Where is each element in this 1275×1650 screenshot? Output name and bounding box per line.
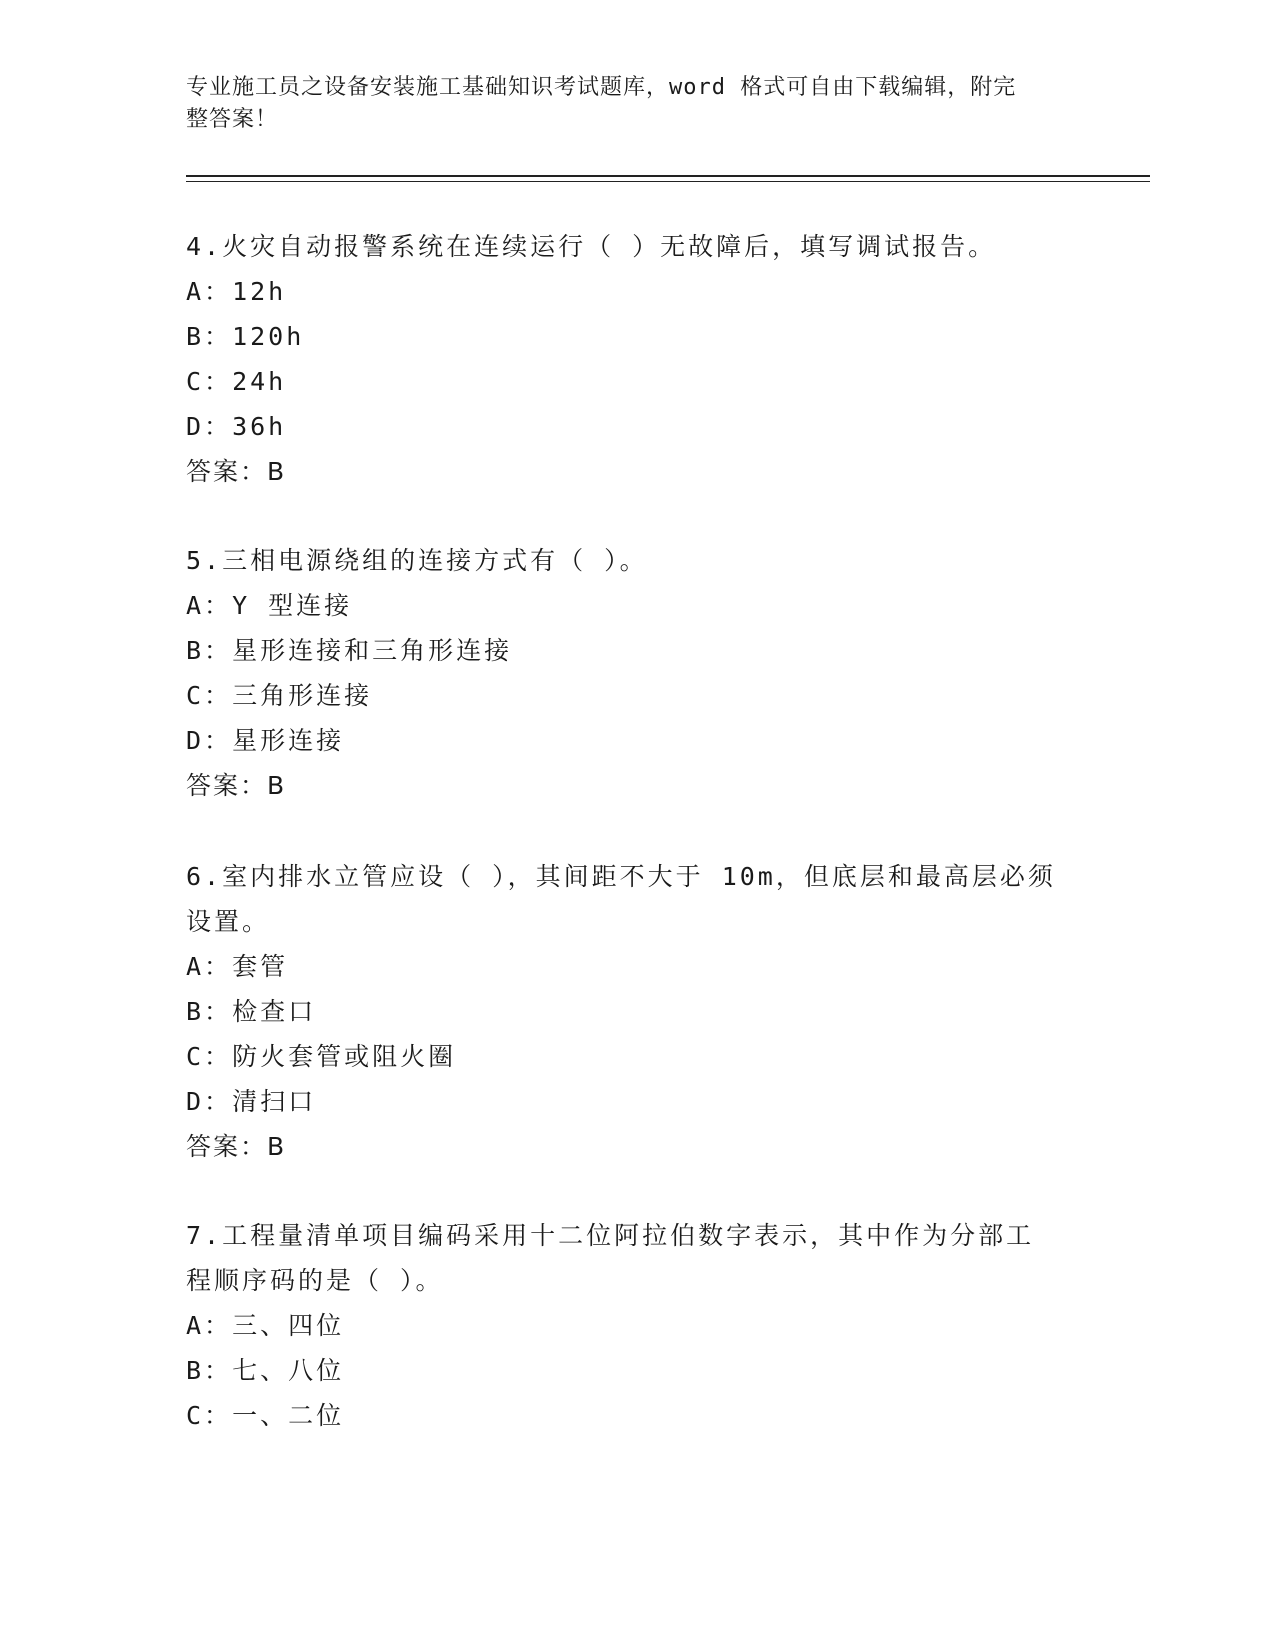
question-stem-line-1: 7.工程量清单项目编码采用十二位阿拉伯数字表示，其中作为分部工	[186, 1221, 1035, 1250]
header-line-1: 专业施工员之设备安装施工基础知识考试题库，word 格式可自由下载编辑，附完	[186, 75, 1017, 100]
question-stem-line-1: 6.室内排水立管应设（ ），其间距不大于 10m，但底层和最高层必须	[186, 862, 1056, 891]
option-c	[186, 359, 1066, 404]
option-d	[186, 1079, 1066, 1124]
option-key: B：	[186, 997, 233, 1026]
option-key: A：	[186, 952, 233, 981]
option-key: C：	[186, 367, 233, 396]
option-key: D：	[186, 726, 233, 755]
option-text: 套管	[232, 952, 289, 981]
option-d	[186, 404, 1066, 449]
option-text: 36h	[232, 412, 287, 441]
option-key: D：	[186, 412, 233, 441]
question-block	[186, 224, 1066, 494]
option-text: 清扫口	[232, 1087, 317, 1116]
option-text: 七、八位	[232, 1356, 345, 1385]
answer-line: 答案：B	[186, 457, 287, 486]
question-stem: 5.三相电源绕组的连接方式有（ ）。	[186, 546, 648, 575]
option-text: 三角形连接	[232, 681, 373, 710]
option-text: 防火套管或阻火圈	[232, 1042, 457, 1071]
option-text: Y 型连接	[232, 591, 353, 620]
question-stem-line-2: 设置。	[186, 907, 271, 936]
option-text: 三、四位	[232, 1311, 345, 1340]
option-key: B：	[186, 1356, 233, 1385]
question-block	[186, 1213, 1066, 1438]
option-text: 24h	[232, 367, 287, 396]
question-stem-line-2: 程顺序码的是（ ）。	[186, 1266, 444, 1295]
option-key: B：	[186, 322, 233, 351]
option-a	[186, 1303, 1066, 1348]
option-key: C：	[186, 1042, 233, 1071]
option-text: 星形连接	[232, 726, 345, 755]
header-line-2: 整答案！	[186, 107, 279, 132]
option-key: B：	[186, 636, 233, 665]
option-text: 检查口	[232, 997, 317, 1026]
option-key: A：	[186, 591, 233, 620]
option-c	[186, 1034, 1066, 1079]
option-a	[186, 269, 1066, 314]
answer-line: 答案：B	[186, 1132, 287, 1161]
option-text: 120h	[232, 322, 305, 351]
option-d	[186, 718, 1066, 763]
option-key: C：	[186, 681, 233, 710]
option-text: 一、二位	[232, 1401, 345, 1430]
option-key: A：	[186, 277, 233, 306]
option-c	[186, 673, 1066, 718]
option-key: A：	[186, 1311, 233, 1340]
option-c	[186, 1393, 1066, 1438]
header-divider-thin	[186, 181, 1150, 182]
option-text: 星形连接和三角形连接	[232, 636, 513, 665]
option-a	[186, 944, 1066, 989]
option-key: C：	[186, 1401, 233, 1430]
option-text: 12h	[232, 277, 287, 306]
question-stem: 4.火灾自动报警系统在连续运行（ ）无故障后，填写调试报告。	[186, 232, 997, 261]
question-block	[186, 854, 1066, 1169]
option-b	[186, 989, 1066, 1034]
document-header	[186, 72, 1066, 136]
option-b	[186, 1348, 1066, 1393]
option-a	[186, 583, 1066, 628]
option-b	[186, 628, 1066, 673]
option-key: D：	[186, 1087, 233, 1116]
answer-line: 答案：B	[186, 771, 287, 800]
header-divider-thick	[186, 175, 1150, 177]
question-block	[186, 538, 1066, 808]
option-b	[186, 314, 1066, 359]
